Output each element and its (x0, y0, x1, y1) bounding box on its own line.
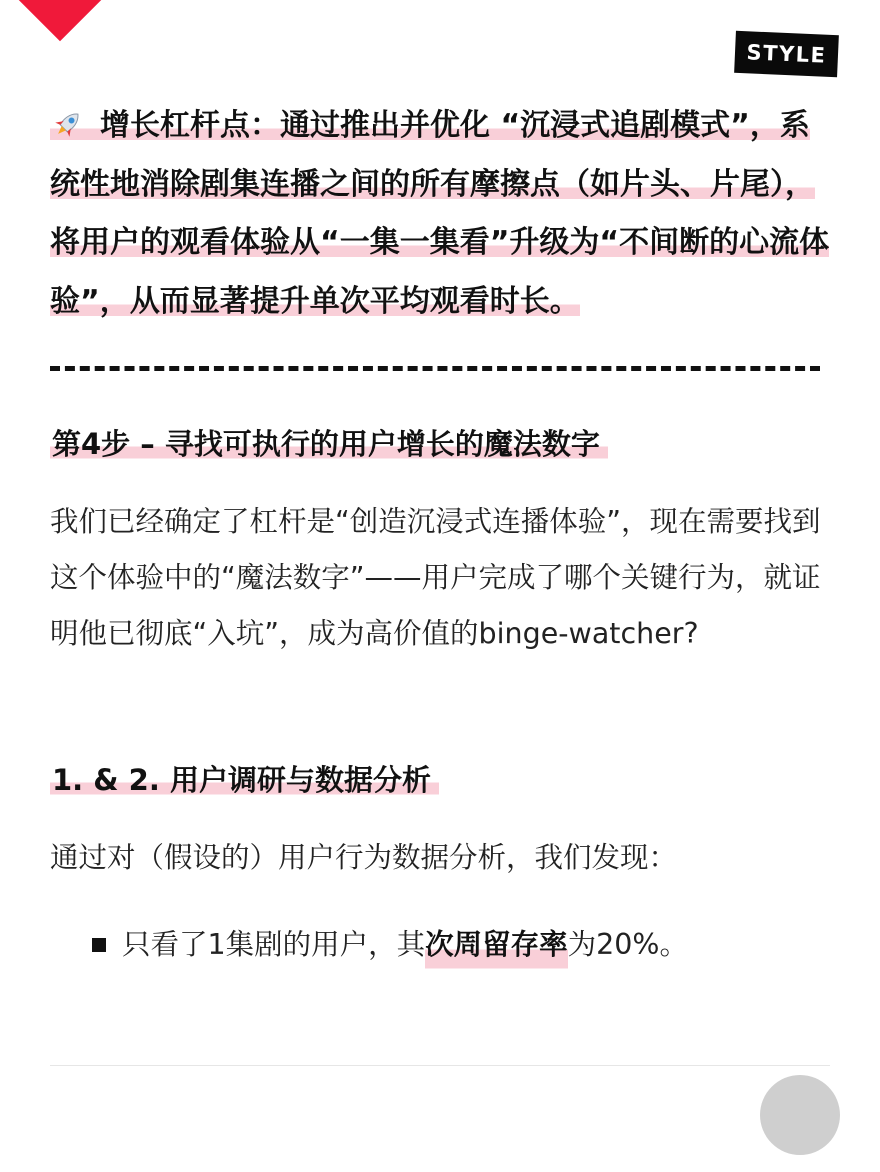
bullet-prefix: 只看了1集剧的用户，其 (122, 928, 426, 961)
step4-heading: 第4步 – 寻找可执行的用户增长的魔法数字 (50, 424, 608, 464)
research-heading: 1. & 2. 用户调研与数据分析 (50, 760, 439, 800)
bullet-suffix: 为20%。 (567, 928, 689, 961)
scroll-top-button[interactable] (760, 1075, 840, 1155)
style-tag: STYLE (734, 31, 839, 77)
step4-body: 我们已经确定了杠杆是“创造沉浸式连播体验”，现在需要找到这个体验中的“魔法数字”——用户完成了哪个关键行为，就证明他已彻底“入坑”，成为高价值的binge-watcher? (50, 505, 821, 650)
rocket-icon (50, 109, 86, 139)
bullet-highlight: 次周留存率 (425, 917, 568, 973)
growth-lever-callout (50, 97, 835, 331)
bottom-divider (50, 1065, 830, 1066)
dashed-divider (50, 366, 820, 371)
bullet-square-icon (92, 938, 106, 952)
research-intro: 通过对（假设的）用户行为数据分析，我们发现： (50, 841, 678, 874)
growth-lever-text: 增长杠杆点：通过推出并优化 “沉浸式追剧模式”，系统性地消除剧集连播之间的所有摩擦点（如片头、片尾），将用户的观看体验从“一集一集看”升级为“不间断的心流体验”，从而显著提升单次平均观看时长。 (50, 108, 830, 319)
corner-accent-mark (15, 0, 106, 41)
list-item (92, 917, 688, 973)
